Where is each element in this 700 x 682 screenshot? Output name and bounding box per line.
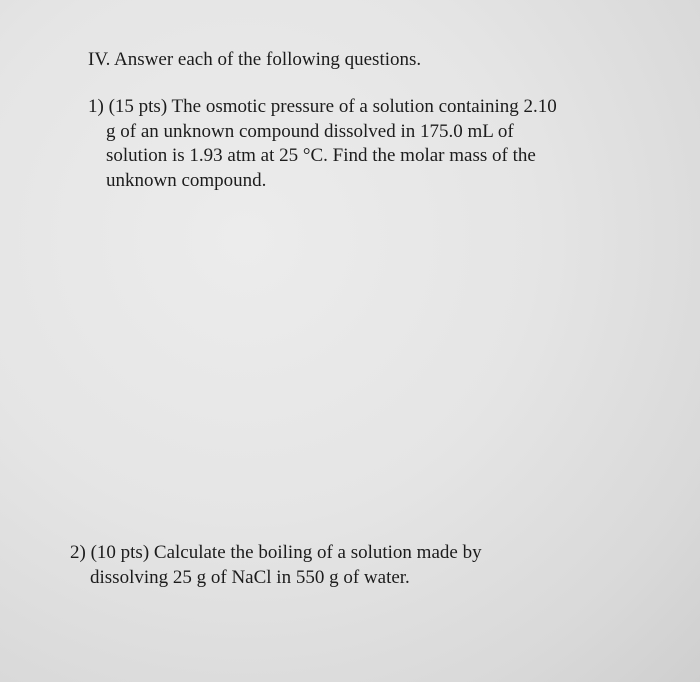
question-1-line-2: g of an unknown compound dissolved in 175.0 mL of [106, 120, 514, 142]
question-1-line-4: unknown compound. [106, 169, 267, 191]
question-2-line-1: 2) (10 pts) Calculate the boiling of a solution made by [70, 542, 482, 563]
question-1-line-3: solution is 1.93 atm at 25 °C. Find the molar mass of the [106, 145, 536, 166]
section-heading: IV. Answer each of the following questions. [88, 49, 422, 70]
question-1-line-1: 1) (15 pts) The osmotic pressure of a solution containing 2.10 [88, 96, 557, 117]
question-2-line-2: dissolving 25 g of NaCl in 550 g of water. [90, 566, 410, 588]
question-2 [70, 541, 482, 590]
question-1 [88, 95, 557, 193]
